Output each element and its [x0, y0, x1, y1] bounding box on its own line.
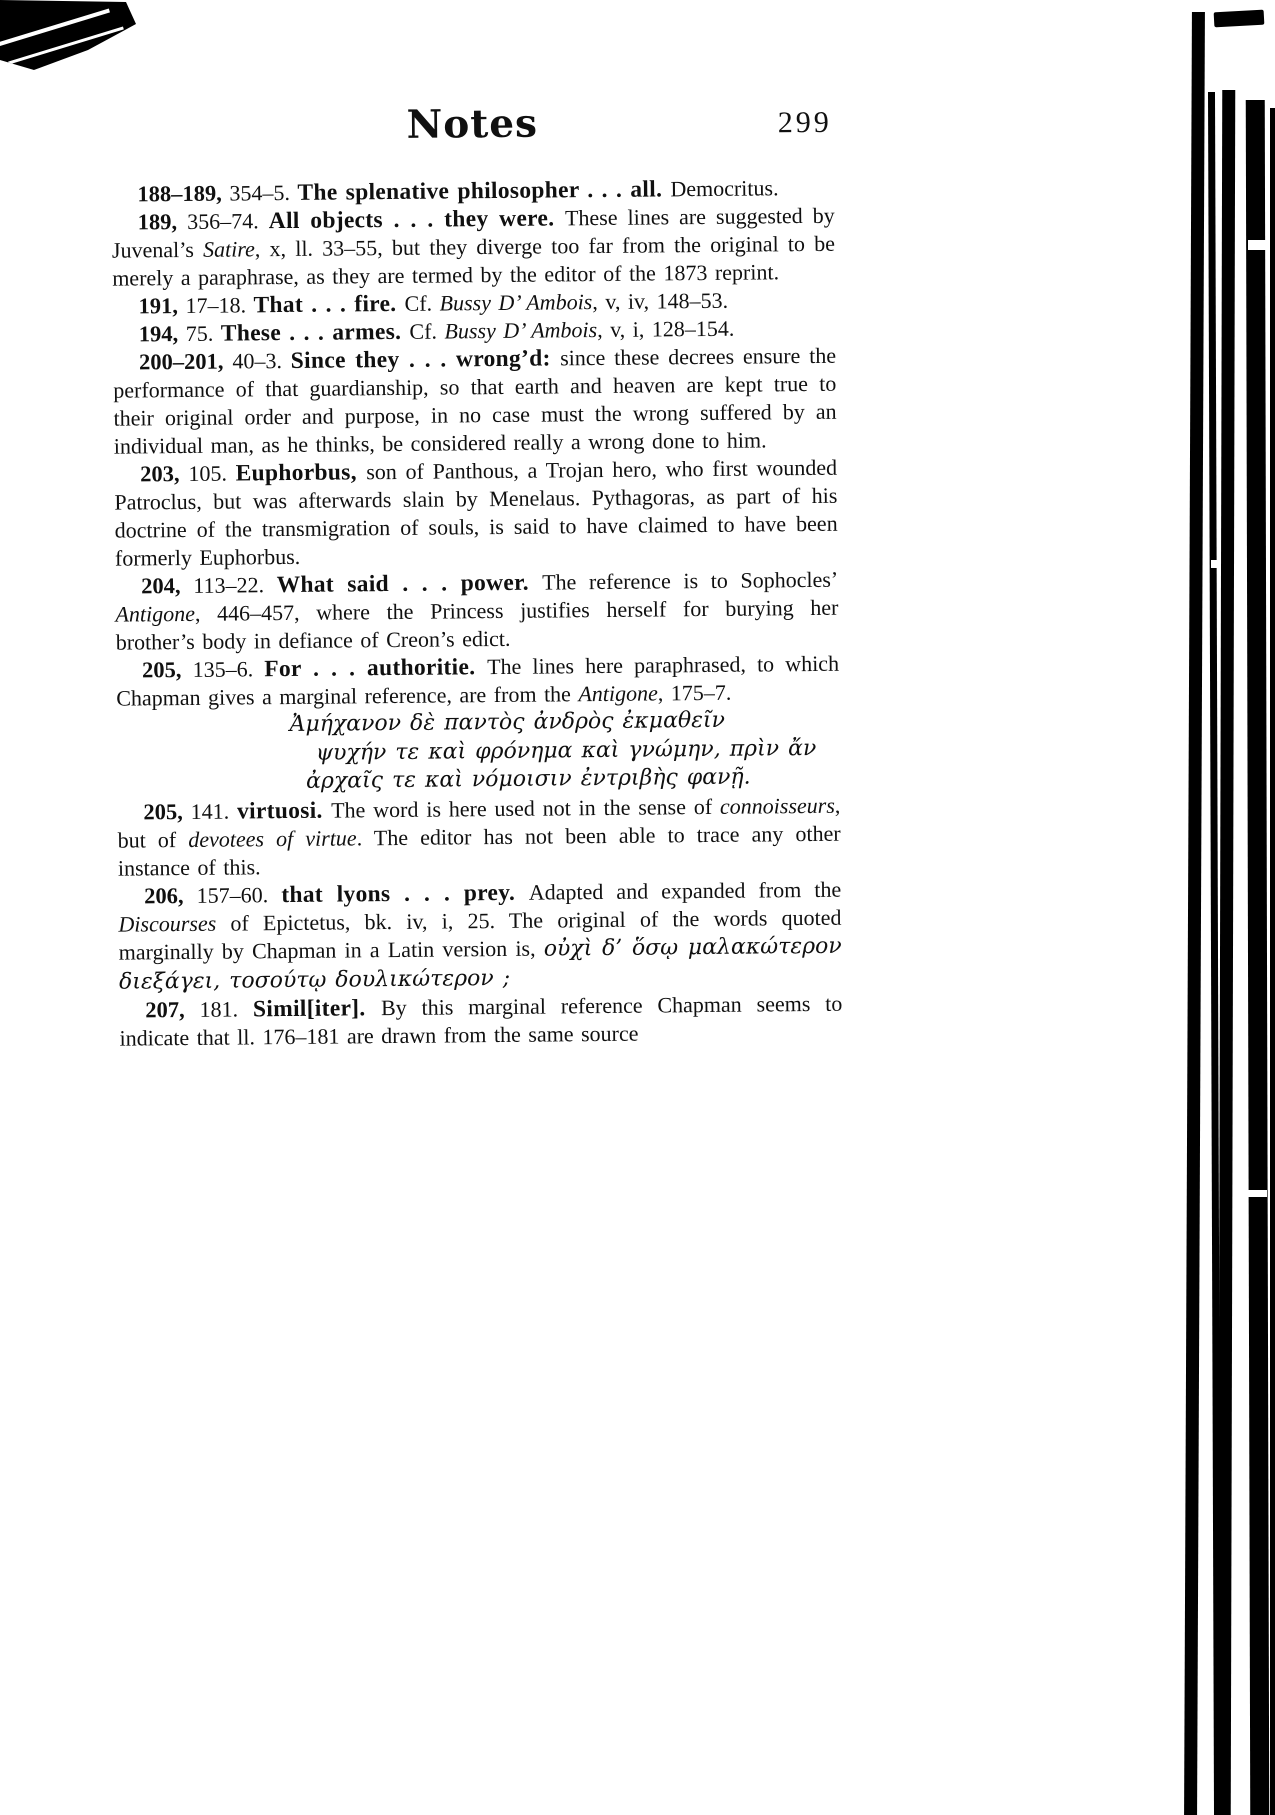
- text-run-t: Democritus.: [670, 175, 779, 202]
- text-run-lm: Since they . . . wrong’d:: [290, 345, 561, 374]
- text-run-pr: 188–189,: [137, 180, 230, 207]
- text-run-t: The word is here used not in the sense of: [331, 793, 721, 823]
- text-run-i: Bussy D’ Ambois: [444, 317, 598, 344]
- note-entry: [112, 202, 836, 293]
- note-entry: [115, 566, 839, 657]
- text-run-lr: 181.: [199, 995, 254, 1022]
- notes-text-block: [111, 174, 842, 1052]
- text-run-i: devotees of virtue: [188, 824, 357, 852]
- text-run-lr: 75.: [185, 320, 221, 346]
- page-header: [111, 98, 835, 169]
- text-run-t: The reference is to Sophocles’: [542, 566, 839, 595]
- text-run-lm: What said . . . power.: [276, 569, 543, 599]
- text-run-t: The lines here paraphrased, to which Chapman gives a marginal reference, are from the: [116, 650, 840, 711]
- text-run-pr: 206,: [144, 882, 197, 908]
- text-run-lm: virtuosi.: [236, 797, 332, 825]
- text-run-pr: 200–201,: [138, 348, 233, 375]
- greek-verse-line: ἀρχαῖς τε καὶ νόμοισιν ἐντριβὴς φανῇ.: [305, 764, 751, 794]
- text-run-lr: 141.: [190, 798, 238, 824]
- page-number: 299: [777, 105, 832, 140]
- text-run-pr: 204,: [141, 572, 194, 599]
- text-run-lr: 354–5.: [229, 179, 298, 206]
- text-run-lr: 157–60.: [196, 881, 282, 908]
- text-run-t: These lines are suggested by Juvenal’s: [111, 202, 835, 263]
- text-run-t: , x, ll. 33–55, but they diverge too far from the original to be merely a paraphrase, as they are termed by the editor of the 1873 reprint.: [112, 230, 836, 291]
- text-run-pr: 207,: [145, 996, 200, 1022]
- text-run-pr: 205,: [143, 798, 191, 824]
- text-run-g: οὐχὶ δ’ ὅσῳ μαλακώτερον διεξάγει, τοσούτῳ δουλικώτερον ;: [118, 933, 842, 995]
- text-run-t: son of Panthous, a Trojan hero, who first wounded Patroclus, but was afterwards slain by Menelaus. Pythagoras, as part of his doctrine of the transmigration of souls, is said to have claimed to have been formerly Euphorbus.: [114, 454, 838, 571]
- text-run-i: connoisseurs: [719, 792, 835, 819]
- text-run-lr: 17–18.: [185, 292, 254, 318]
- text-run-i: Discourses: [118, 910, 217, 937]
- text-run-lm: The splenative philosopher . . . all.: [297, 176, 671, 206]
- text-run-pr: 205,: [141, 656, 193, 683]
- text-run-lr: 135–6.: [192, 656, 265, 682]
- text-run-lr: 356–74.: [187, 208, 269, 234]
- text-run-t: , 175–7.: [657, 679, 732, 706]
- text-run-lm: For . . . authoritie.: [264, 654, 488, 683]
- text-run-lr: 105.: [188, 460, 236, 486]
- text-run-lm: Simil[iter].: [252, 994, 382, 1022]
- text-run-t: of Epictetus, bk. iv, i, 25. The original of the words quoted marginally by Chapman in a Latin version is,: [118, 904, 842, 965]
- text-run-t: By this marginal reference Chapman seems to indicate that ll. 176–181 are drawn from the same source: [119, 990, 843, 1051]
- text-run-pr: 189,: [137, 208, 188, 235]
- note-entry: [117, 791, 841, 882]
- page-title: Notes: [406, 100, 539, 148]
- text-run-lm: Euphorbus,: [235, 459, 367, 487]
- text-run-pr: 191,: [138, 292, 186, 319]
- text-run-i: Satire: [202, 236, 255, 262]
- greek-verse-line: ψυχήν τε καὶ φρόνημα καὶ γνώμην, πρὶν ἄν: [315, 735, 817, 766]
- text-run-pr: 194,: [138, 320, 186, 347]
- text-run-t: Adapted and expanded from the: [528, 876, 842, 905]
- text-run-t: . The editor has not been able to trace any other instance of this.: [117, 820, 841, 881]
- greek-verse: [289, 706, 840, 797]
- text-run-pr: 203,: [140, 460, 189, 487]
- text-run-t: Cf.: [404, 290, 440, 316]
- greek-verse-line: Ἀμήχανον δὲ παντὸς ἀνδρὸς ἐκμαθεῖν: [289, 707, 726, 738]
- note-entry: [118, 875, 842, 996]
- text-run-t: , v, iv, 148–53.: [592, 287, 729, 315]
- text-run-t: since these decrees ensure the performance of that guardianship, so that earth and heaven are kept true to their original order and purpose, in no case must the wrong suffered by an individual man, as he thinks, be considered really a wrong done to him.: [113, 342, 837, 459]
- note-entry: [114, 454, 838, 573]
- note-entry: [119, 989, 843, 1052]
- text-run-t: Cf.: [409, 318, 445, 344]
- text-run-t: , 446–457, where the Princess justifies herself for burying her brother’s body in defiance of Creon’s edict.: [115, 594, 839, 655]
- text-run-i: Bussy D’ Ambois: [439, 289, 593, 316]
- note-entry: [116, 650, 840, 713]
- note-entry: [113, 342, 837, 461]
- text-run-lr: 40–3.: [232, 347, 291, 374]
- text-run-lm: that lyons . . . prey.: [281, 879, 529, 908]
- text-run-lm: These . . . armes.: [220, 318, 410, 347]
- scan-scratch: [0, 9, 110, 48]
- text-run-lm: All objects . . . they were.: [268, 205, 566, 235]
- text-run-lr: 113–22.: [193, 572, 277, 598]
- text-run-i: Antigone: [578, 680, 658, 707]
- text-run-i: Antigone: [115, 600, 196, 627]
- text-run-lm: That . . . fire.: [253, 290, 405, 319]
- text-run-t: , but of: [117, 792, 841, 853]
- text-run-t: , v, i, 128–154.: [597, 315, 735, 343]
